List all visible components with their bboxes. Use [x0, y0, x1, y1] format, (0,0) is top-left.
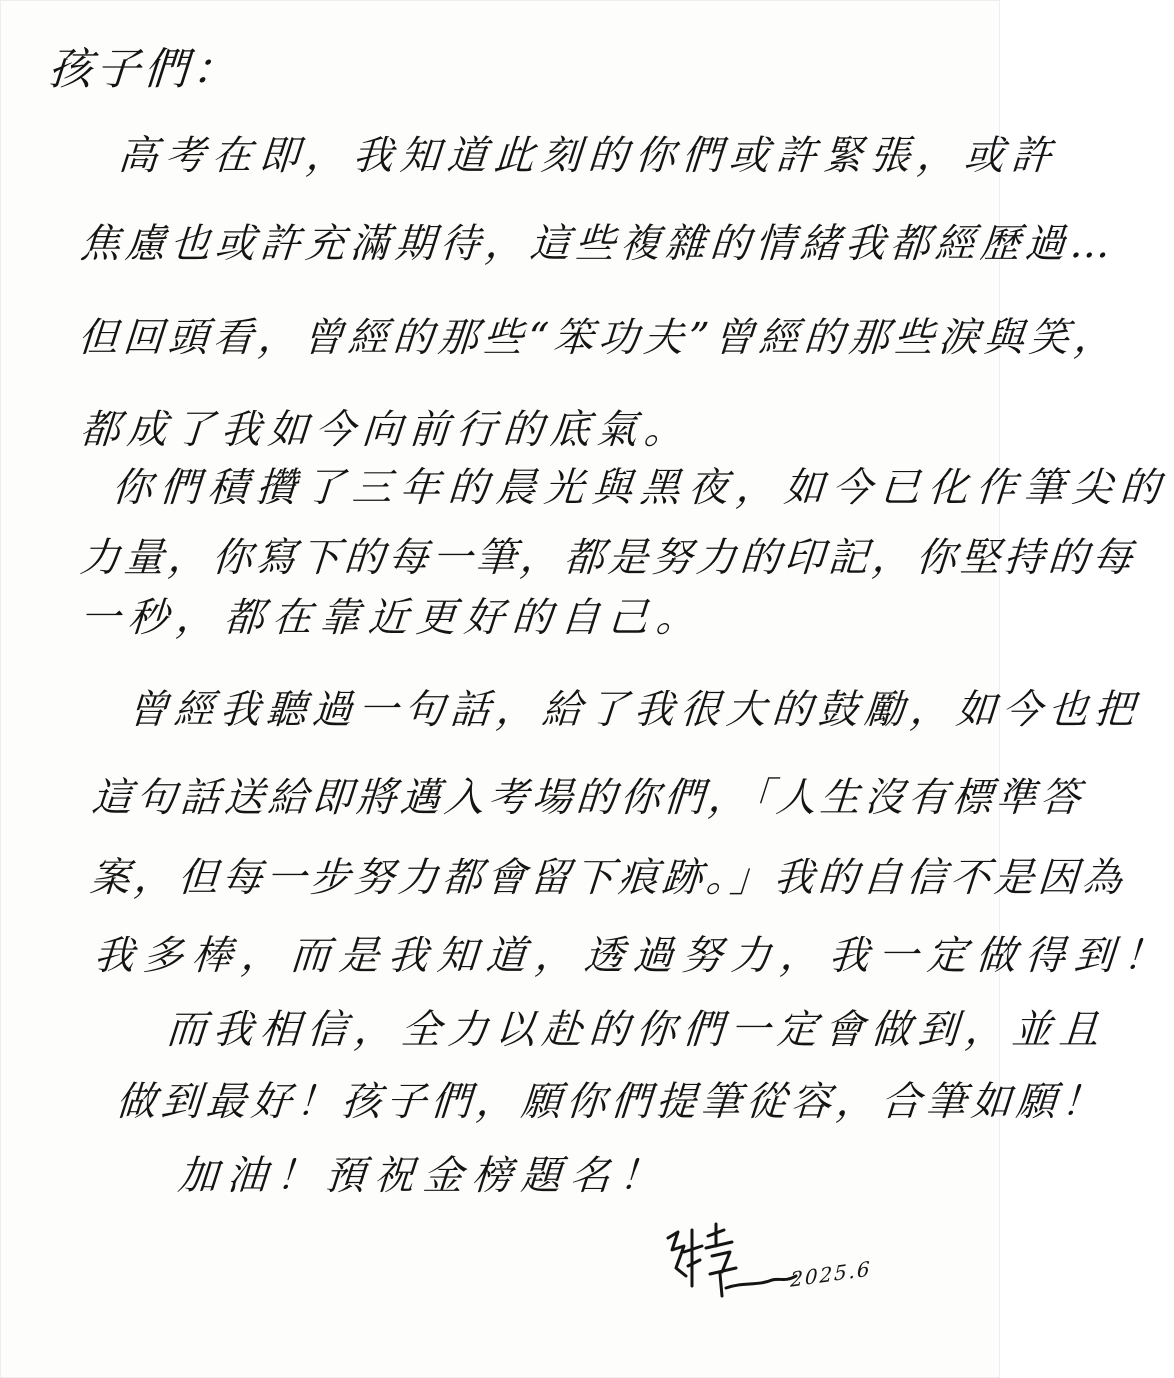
- letter-line: 一秒，都在靠近更好的自己。: [78, 595, 706, 641]
- signature-date: 2025.6: [789, 1256, 873, 1292]
- letter-line: 焦慮也或許充滿期待，這些複雜的情緒我都經歷過…: [78, 221, 1117, 267]
- letter-line: 做到最好！孩子們，願你們提筆從容，合筆如願！: [114, 1079, 1108, 1125]
- letter-line: 這句話送給即將邁入考場的你們，「人生沒有標準答: [90, 775, 1086, 821]
- letter-line: 而我相信，全力以赴的你們一定會做到，並且: [164, 1007, 1108, 1053]
- handwritten-signature: [662, 1216, 802, 1306]
- letter-line: 你們積攢了三年的晨光與黑夜，如今已化作筆尖的: [110, 465, 1170, 511]
- letter-closing: 加油！預祝金榜題名！: [176, 1153, 670, 1199]
- letter-line: 我多棒，而是我知道，透過努力，我一定做得到！: [92, 933, 1174, 979]
- letter-greeting: 孩子們：: [46, 44, 242, 95]
- letter-line: 案，但每一步努力都會留下痕跡。」我的自信不是因為: [88, 855, 1128, 901]
- letter-line: 力量，你寫下的每一筆，都是努力的印記，你堅持的每: [78, 535, 1138, 581]
- letter-line: 但回頭看，曾經的那些“笨功夫”曾經的那些淚與笑，: [76, 315, 1121, 361]
- letter-line: 高考在即，我知道此刻的你們或許緊張，或許: [116, 133, 1060, 179]
- letter-line: 都成了我如今向前行的底氣。: [78, 407, 693, 453]
- letter-line: 曾經我聽過一句話，給了我很大的鼓勵，如今也把: [126, 687, 1142, 733]
